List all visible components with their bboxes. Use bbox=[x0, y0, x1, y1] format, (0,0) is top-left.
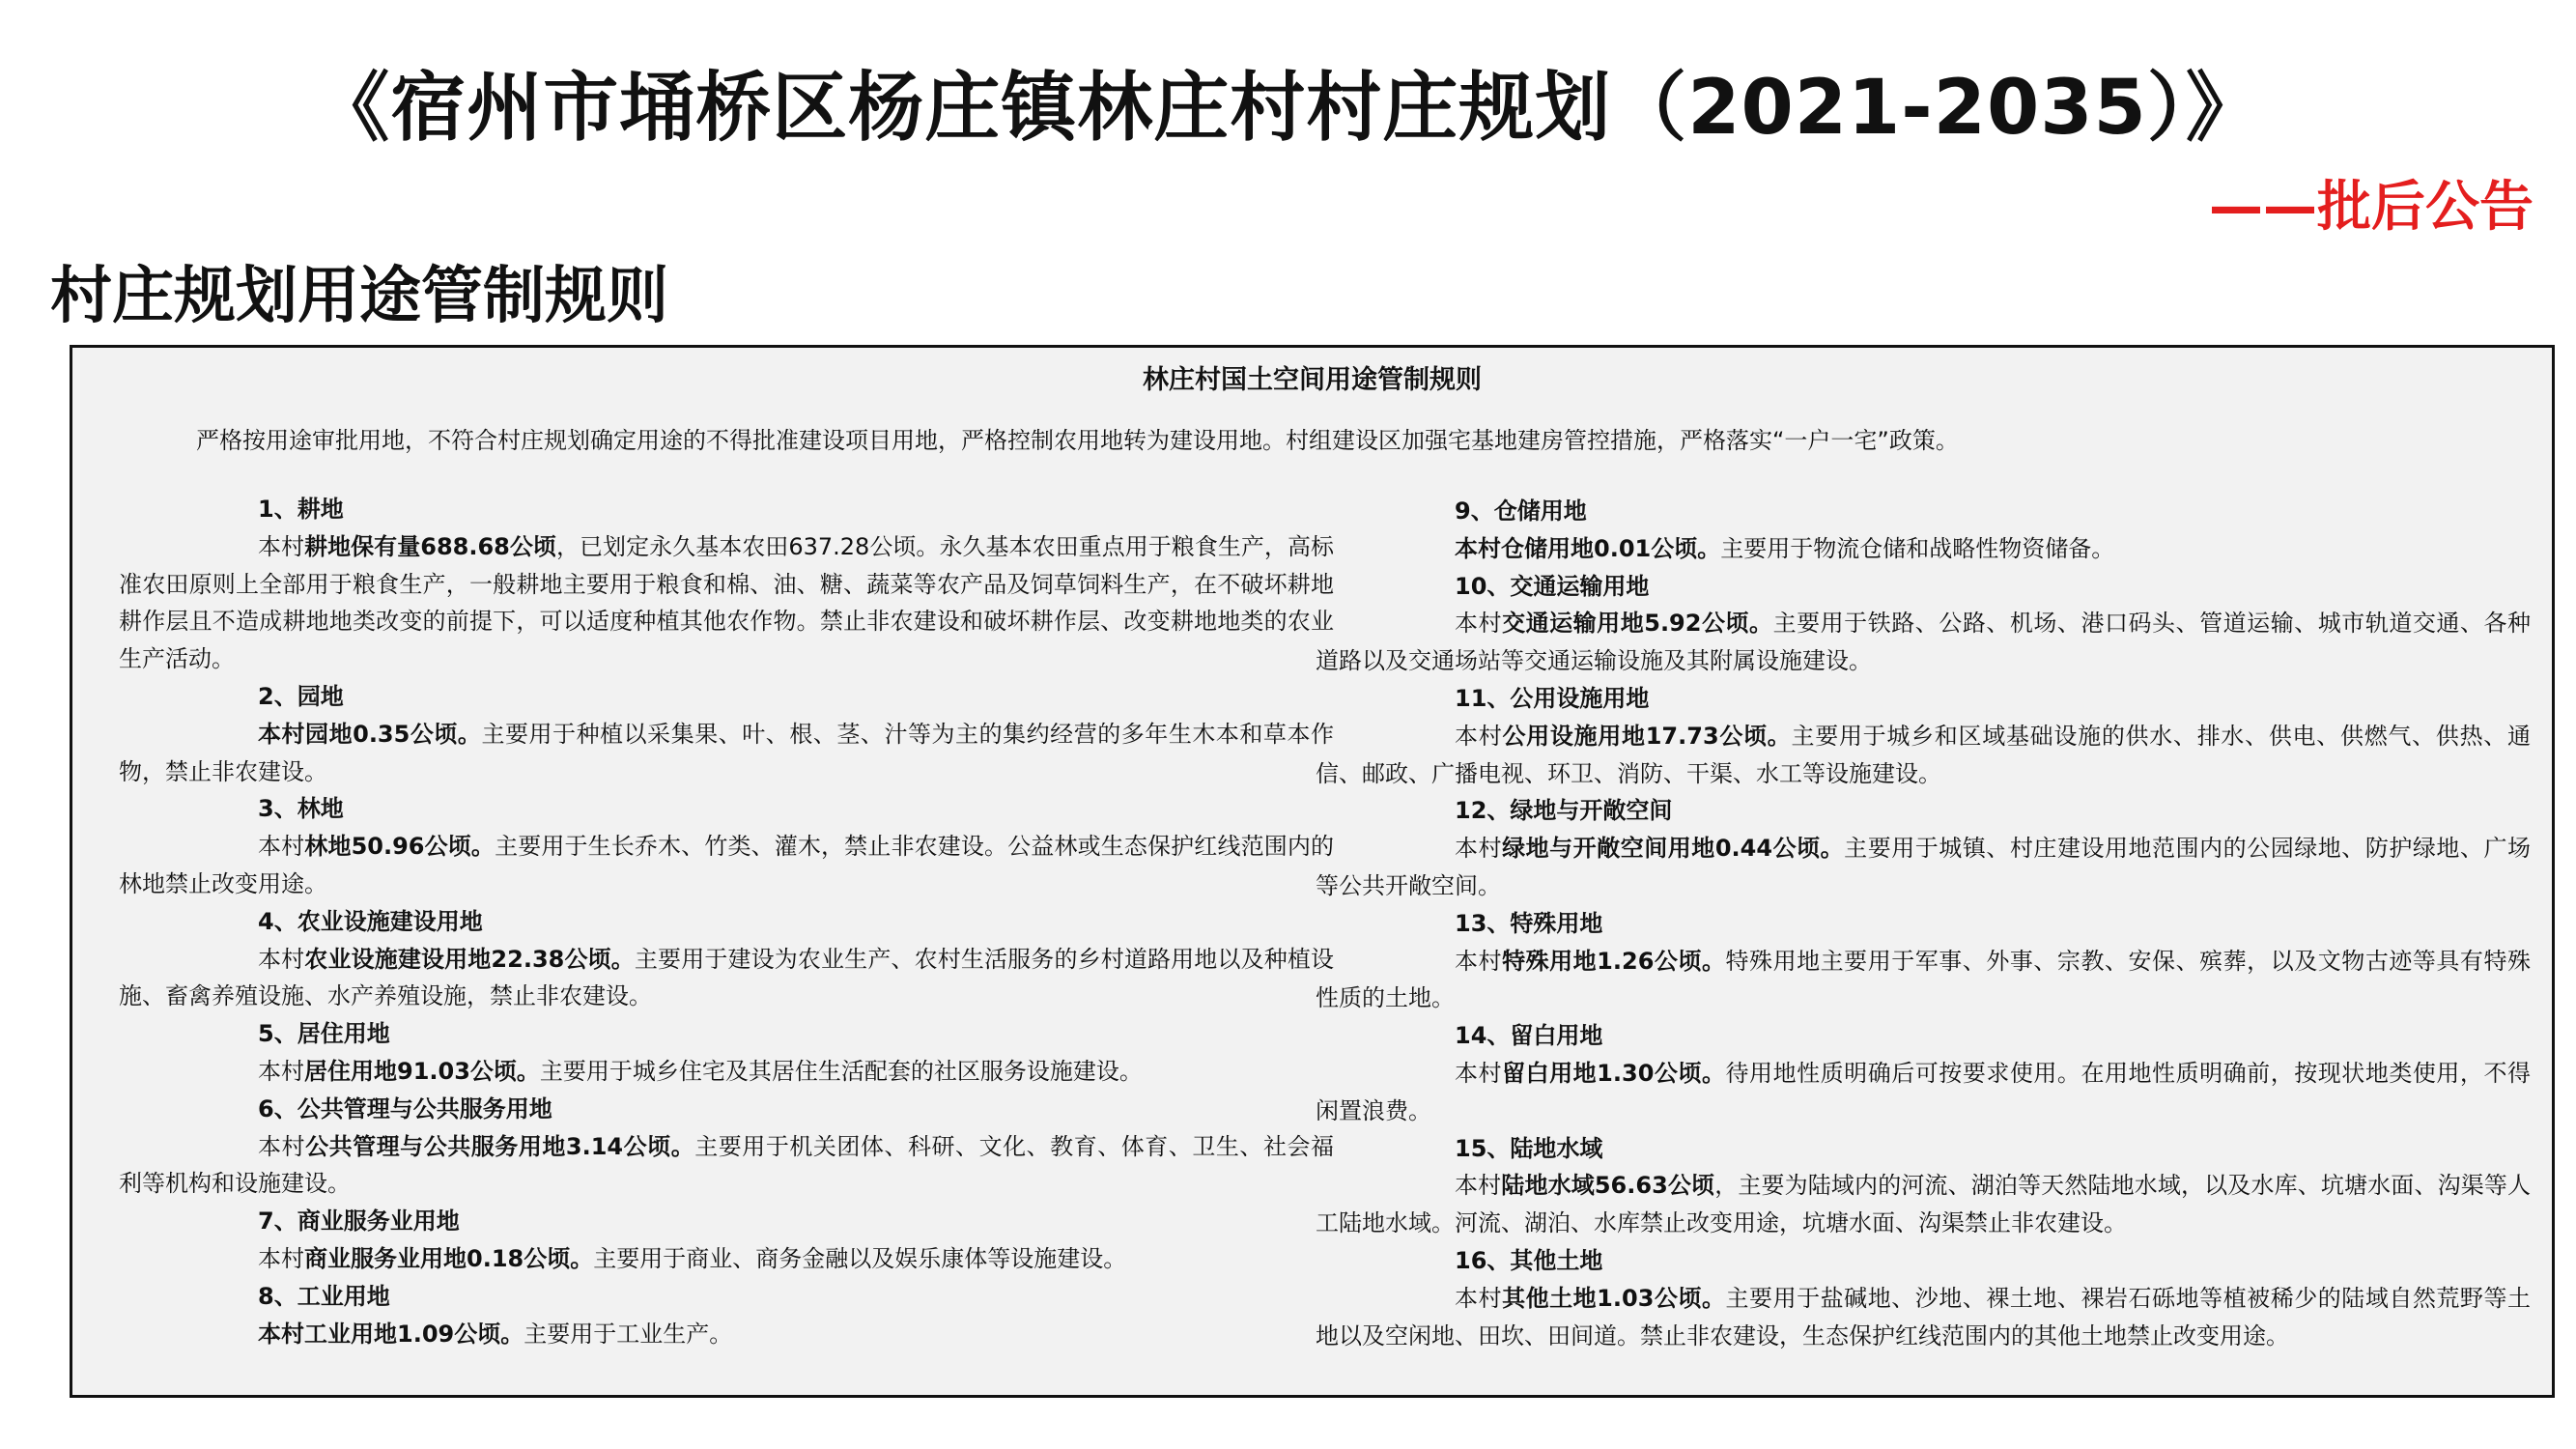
rule-item-public-service bbox=[119, 1091, 1334, 1203]
rule-prefix: 本村 bbox=[1455, 1059, 1503, 1087]
rule-heading: 7、商业服务业用地 bbox=[258, 1208, 460, 1236]
rule-heading: 14、留白用地 bbox=[1455, 1022, 1603, 1050]
rule-quota: 农业设施建设用地22.38公顷。 bbox=[304, 945, 635, 973]
rules-column-left bbox=[119, 491, 1334, 1352]
rule-quota: 绿地与开敞空间用地0.44公顷。 bbox=[1502, 835, 1845, 863]
rule-heading: 11、公用设施用地 bbox=[1455, 684, 1650, 712]
rule-quota: 本村工业用地1.09公顷。 bbox=[258, 1320, 524, 1348]
rule-text: 待用地性质明确后可按要求使用。在用地性质明确前，按现状地类使用，不得闲置浪费。 bbox=[1316, 1059, 2531, 1124]
rule-heading: 8、工业用地 bbox=[258, 1282, 390, 1310]
rule-heading: 15、陆地水域 bbox=[1455, 1134, 1603, 1162]
rule-quota: 本村园地0.35公顷。 bbox=[258, 720, 482, 748]
rule-item-green-space bbox=[1316, 792, 2531, 904]
rule-item-storage bbox=[1316, 493, 2531, 568]
rule-heading: 5、居住用地 bbox=[258, 1020, 390, 1048]
rule-quota: 留白用地1.30公顷。 bbox=[1502, 1059, 1726, 1087]
rule-body bbox=[119, 1128, 1334, 1204]
rules-panel bbox=[70, 345, 2555, 1398]
rule-item-transport bbox=[1316, 568, 2531, 680]
rule-body bbox=[119, 828, 1334, 903]
rule-heading: 10、交通运输用地 bbox=[1455, 572, 1650, 600]
rule-text: 主要用于工业生产。 bbox=[524, 1320, 733, 1348]
rule-item-utilities bbox=[1316, 680, 2531, 792]
rule-quota: 公用设施用地17.73公顷。 bbox=[1502, 722, 1792, 750]
panel-title: 林庄村国土空间用途管制规则 bbox=[1143, 365, 1482, 395]
rule-text: 主要用于物流仓储和战略性物资储备。 bbox=[1720, 534, 2115, 562]
rule-prefix: 本村 bbox=[258, 1057, 304, 1085]
rule-quota: 陆地水域56.63公顷 bbox=[1501, 1172, 1715, 1200]
rule-item-residential bbox=[119, 1015, 1334, 1091]
rule-item-industrial bbox=[119, 1278, 1334, 1353]
rule-heading: 12、绿地与开敞空间 bbox=[1455, 797, 1673, 825]
rule-quota: 交通运输用地5.92公顷。 bbox=[1502, 610, 1773, 638]
rule-item-garden bbox=[119, 678, 1334, 790]
rule-body bbox=[1316, 1167, 2531, 1242]
rule-prefix: 本村 bbox=[258, 1132, 306, 1160]
rule-item-special bbox=[1316, 905, 2531, 1017]
rule-text: 主要用于城乡住宅及其居住生活配套的社区服务设施建设。 bbox=[539, 1057, 1143, 1085]
rule-text: ，已划定永久基本农田637.28公顷。永久基本农田重点用于粮食生产，高标准农田原则上全部用于粮食生产，一般耕地主要用于粮食和棉、油、糖、蔬菜等农产品及饲草饲料生产，在不破坏耕地耕作层且不造成耕地地类改变的前提下，可以适度种植其他农作物。禁止非农建设和破坏耕作层、改变耕地地类的农业生产活动。 bbox=[119, 532, 1335, 673]
rule-prefix: 本村 bbox=[258, 833, 305, 861]
rule-prefix: 本村 bbox=[1455, 947, 1503, 975]
rule-quota: 其他土地1.03公顷。 bbox=[1502, 1284, 1726, 1312]
rule-body bbox=[1316, 605, 2531, 680]
rule-text: ，主要为陆域内的河流、湖泊等天然陆地水域，以及水库、坑塘水面、沟渠等人工陆地水域。河流、湖泊、水库禁止改变用途，坑塘水面、沟渠禁止非农建设。 bbox=[1316, 1172, 2532, 1237]
rule-body bbox=[119, 1316, 1334, 1353]
page-title: 《宿州市埇桥区杨庄镇林庄村村庄规划（2021-2035）》 bbox=[314, 65, 2262, 152]
rule-text: 主要用于建设为农业生产、农村生活服务的乡村道路用地以及种植设施、畜禽养殖设施、水产养殖设施，禁止非农建设。 bbox=[119, 945, 1335, 1010]
rule-heading: 13、特殊用地 bbox=[1455, 909, 1603, 937]
rule-heading: 3、林地 bbox=[258, 795, 344, 823]
rule-body bbox=[119, 716, 1334, 791]
rule-prefix: 本村 bbox=[1455, 835, 1503, 863]
rule-body bbox=[119, 1053, 1334, 1091]
announcement-subtitle: ——批后公告 bbox=[2209, 176, 2534, 239]
rule-prefix: 本村 bbox=[258, 945, 305, 973]
rule-body bbox=[1316, 943, 2531, 1018]
rule-quota: 公共管理与公共服务用地3.14公顷。 bbox=[305, 1132, 695, 1160]
rule-item-commercial bbox=[119, 1203, 1334, 1278]
rule-item-agri-facility bbox=[119, 903, 1334, 1015]
rule-quota: 本村仓储用地0.01公顷。 bbox=[1455, 534, 1721, 562]
rule-heading: 16、其他土地 bbox=[1455, 1246, 1603, 1274]
rule-text: 主要用于铁路、公路、机场、港口码头、管道运输、城市轨道交通、各种道路以及交通场站等交通运输设施及其附属设施建设。 bbox=[1316, 610, 2531, 675]
section-heading: 村庄规划用途管制规则 bbox=[50, 261, 668, 332]
rule-body bbox=[1316, 830, 2531, 905]
rule-prefix: 本村 bbox=[1455, 1284, 1503, 1312]
rule-item-forest bbox=[119, 790, 1334, 902]
rule-heading: 9、仓储用地 bbox=[1455, 497, 1587, 525]
rule-prefix: 本村 bbox=[1455, 610, 1503, 638]
rule-quota: 居住用地91.03公顷。 bbox=[304, 1057, 540, 1085]
rule-quota: 耕地保有量688.68公顷 bbox=[304, 532, 556, 560]
rule-item-other-land bbox=[1316, 1242, 2531, 1354]
rule-heading: 2、园地 bbox=[258, 682, 344, 710]
rule-text: 主要用于盐碱地、沙地、裸土地、裸岩石砾地等植被稀少的陆域自然荒野等土地以及空闲地、田坎、田间道。禁止非农建设，生态保护红线范围内的其他土地禁止改变用途。 bbox=[1316, 1284, 2531, 1350]
rule-item-farmland bbox=[119, 491, 1334, 678]
rule-body bbox=[119, 528, 1334, 678]
rules-column-right bbox=[1316, 493, 2531, 1354]
rule-heading: 4、农业设施建设用地 bbox=[258, 907, 483, 935]
rule-quota: 商业服务业用地0.18公顷。 bbox=[304, 1244, 594, 1272]
rule-body bbox=[1316, 530, 2531, 568]
rule-text: 主要用于商业、商务金融以及娱乐康体等设施建设。 bbox=[593, 1244, 1127, 1272]
rule-heading: 6、公共管理与公共服务用地 bbox=[258, 1094, 552, 1122]
rule-text: 主要用于生长乔木、竹类、灌木，禁止非农建设。公益林或生态保护红线范围内的林地禁止改变用途。 bbox=[119, 833, 1335, 897]
rule-body bbox=[119, 1240, 1334, 1278]
rule-quota: 特殊用地1.26公顷。 bbox=[1502, 947, 1726, 975]
rule-text: 主要用于城镇、村庄建设用地范围内的公园绿地、防护绿地、广场等公共开敞空间。 bbox=[1316, 835, 2532, 899]
rule-prefix: 本村 bbox=[1455, 1172, 1502, 1200]
rule-item-reserved bbox=[1316, 1017, 2531, 1129]
rule-quota: 林地50.96公顷。 bbox=[304, 833, 495, 861]
rule-body bbox=[119, 941, 1334, 1016]
rule-text: 主要用于机关团体、科研、文化、教育、体育、卫生、社会福利等机构和设施建设。 bbox=[119, 1132, 1335, 1198]
rule-body bbox=[1316, 718, 2531, 793]
rule-body bbox=[1316, 1280, 2531, 1355]
intro-paragraph: 严格按用途审批用地，不符合村庄规划确定用途的不得批准建设项目用地，严格控制农用地转为建设用地。村组建设区加强宅基地建房管控措施，严格落实“一户一宅”政策。 bbox=[196, 427, 1959, 454]
rule-prefix: 本村 bbox=[258, 1244, 304, 1272]
rule-text: 特殊用地主要用于军事、外事、宗教、安保、殡葬，以及文物古迹等具有特殊性质的土地。 bbox=[1316, 947, 2531, 1012]
rule-item-water bbox=[1316, 1130, 2531, 1242]
rule-prefix: 本村 bbox=[1455, 722, 1503, 750]
rule-text: 主要用于城乡和区域基础设施的供水、排水、供电、供燃气、供热、通信、邮政、广播电视、环卫、消防、干渠、水工等设施建设。 bbox=[1316, 722, 2531, 787]
rule-body bbox=[1316, 1055, 2531, 1130]
rule-text: 主要用于种植以采集果、叶、根、茎、汁等为主的集约经营的多年生木本和草本作物，禁止非农建设。 bbox=[119, 720, 1334, 785]
rule-heading: 1、耕地 bbox=[258, 496, 344, 523]
rule-prefix: 本村 bbox=[258, 532, 305, 560]
